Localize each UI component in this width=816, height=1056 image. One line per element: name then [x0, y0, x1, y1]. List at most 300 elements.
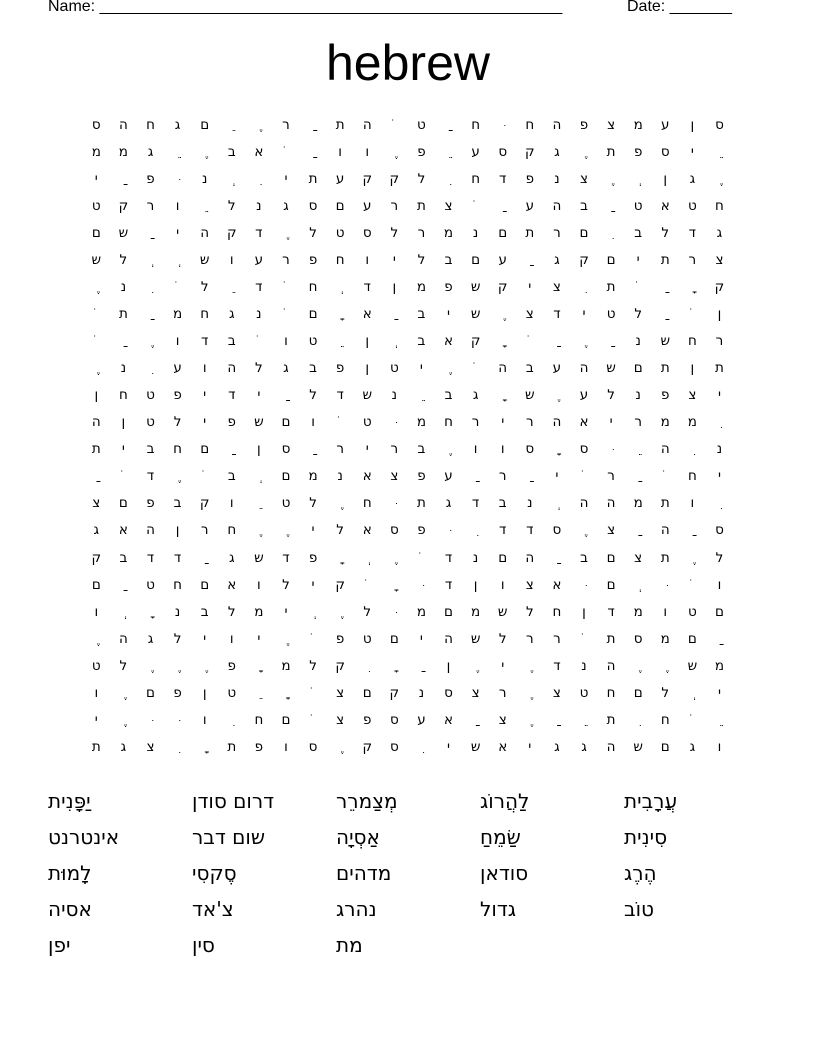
grid-cell: ו: [202, 711, 207, 728]
grid-cell: ח: [687, 333, 697, 350]
grid-cell: ָ: [256, 657, 261, 674]
grid-cell: ּ: [392, 495, 397, 512]
grid-cell: ל: [173, 414, 182, 431]
grid-cell: ם: [362, 684, 372, 701]
grid-cell: ֶ: [717, 171, 722, 188]
grid-cell: נ: [201, 171, 208, 188]
grid-cell: ט: [146, 387, 155, 404]
grid-cell: ט: [335, 225, 345, 242]
grid-cell: ר: [715, 333, 724, 350]
grid-cell: ֶ: [283, 630, 289, 647]
grid-cell: ל: [309, 225, 317, 242]
word-bank-item: הֶרֶג: [624, 861, 657, 885]
grid-cell: פ: [335, 360, 345, 377]
grid-cell: ַ: [283, 387, 289, 404]
word-column: [624, 783, 768, 963]
grid-cell: ס: [389, 738, 399, 755]
grid-cell: ֵ: [256, 684, 261, 701]
grid-cell: ד: [499, 522, 507, 539]
grid-cell: ל: [309, 495, 317, 512]
word-bank-item: סִינִית: [624, 825, 668, 849]
grid-cell: ב: [525, 360, 534, 377]
grid-cell: ר: [607, 468, 615, 485]
grid-cell: ו: [284, 333, 288, 350]
grid-cell: י: [311, 576, 315, 593]
grid-cell: ג: [472, 387, 479, 404]
grid-cell: ש: [525, 387, 535, 404]
grid-cell: ש: [254, 549, 264, 566]
grid-cell: ס: [389, 711, 399, 728]
grid-cell: צ: [390, 468, 399, 485]
grid-cell: פ: [444, 279, 453, 296]
grid-cell: נ: [174, 603, 181, 620]
grid-cell: ן: [690, 360, 695, 377]
grid-cell: י: [717, 684, 721, 701]
grid-cell: ֶ: [581, 144, 587, 161]
grid-cell: ח: [173, 441, 182, 458]
word-bank-item: טוֹב: [624, 897, 654, 921]
grid-cell: ר: [282, 117, 290, 133]
grid-cell: ש: [633, 738, 643, 755]
grid-cell: ֹ: [94, 333, 99, 350]
grid-cell: ס: [444, 684, 453, 701]
grid-cell: ר: [498, 684, 507, 701]
grid-cell: ם: [146, 684, 155, 701]
grid-cell: ִ: [690, 441, 695, 458]
grid-cell: ע: [498, 252, 507, 269]
grid-cell: ע: [444, 468, 453, 485]
grid-cell: נ: [120, 279, 127, 296]
grid-cell: ַ: [608, 198, 614, 215]
grid-cell: ֵ: [229, 117, 234, 133]
grid-cell: צ: [498, 711, 507, 728]
grid-cell: ה: [118, 630, 128, 647]
grid-cell: ר: [553, 630, 561, 647]
grid-cell: ר: [282, 252, 290, 269]
grid-cell: ט: [687, 603, 697, 620]
grid-cell: ֶ: [581, 522, 587, 539]
grid-cell: ע: [254, 252, 264, 269]
grid-cell: ֹ: [527, 333, 532, 350]
grid-cell: ם: [281, 711, 291, 728]
grid-cell: ן: [446, 657, 451, 674]
grid-cell: ו: [94, 684, 99, 701]
grid-cell: ל: [255, 360, 263, 377]
grid-cell: ֹ: [175, 279, 180, 296]
grid-cell: ק: [714, 279, 725, 296]
grid-cell: ש: [362, 387, 373, 404]
grid-cell: ַ: [446, 117, 451, 133]
grid-row: [82, 112, 733, 139]
grid-cell: ְ: [256, 468, 261, 485]
grid-cell: ק: [91, 549, 102, 566]
grid-cell: ס: [715, 522, 724, 539]
grid-cell: ְ: [175, 252, 180, 269]
date-field: Date: _______: [627, 0, 732, 15]
grid-cell: ֶ: [663, 657, 668, 674]
grid-cell: צ: [525, 306, 534, 323]
grid-cell: ה: [606, 495, 616, 512]
grid-cell: ח: [227, 522, 237, 539]
grid-cell: ג: [554, 252, 560, 269]
grid-cell: ח: [308, 279, 318, 296]
grid-cell: ג: [689, 171, 696, 188]
grid-cell: ד: [200, 333, 209, 350]
grid-cell: ָ: [337, 306, 343, 323]
grid-cell: י: [203, 630, 207, 647]
grid-cell: ל: [200, 279, 209, 296]
word-bank-item: אסיה: [48, 897, 92, 921]
grid-cell: י: [717, 468, 721, 485]
grid-cell: נ: [716, 441, 723, 458]
grid-cell: ב: [580, 549, 588, 566]
grid-cell: ת: [525, 225, 535, 242]
grid-cell: ח: [118, 387, 128, 404]
grid-cell: ֹ: [581, 630, 587, 647]
grid-cell: פ: [579, 117, 589, 133]
grid-cell: ח: [471, 117, 481, 133]
grid-cell: ּ: [446, 522, 451, 539]
grid-cell: ת: [308, 171, 318, 188]
grid-cell: ֵ: [229, 279, 234, 296]
grid-cell: ט: [281, 495, 291, 512]
grid-cell: י: [94, 171, 98, 188]
grid-cell: ב: [173, 495, 182, 512]
grid-cell: ה: [362, 117, 372, 133]
grid-cell: פ: [417, 522, 426, 539]
grid-cell: ע: [417, 711, 426, 728]
grid-row: [82, 193, 733, 220]
grid-cell: ג: [228, 306, 235, 323]
grid-cell: ְ: [148, 252, 153, 269]
grid-cell: פ: [363, 711, 372, 728]
grid-cell: ט: [227, 684, 237, 701]
grid-cell: א: [118, 522, 128, 539]
grid-cell: ל: [525, 603, 534, 620]
word-column: [336, 783, 480, 963]
grid-cell: ֹ: [581, 468, 587, 485]
grid-cell: ן: [365, 333, 370, 350]
grid-cell: ֶ: [283, 225, 289, 242]
grid-cell: פ: [227, 414, 236, 431]
word-column: [480, 783, 624, 963]
grid-cell: צ: [634, 549, 643, 566]
grid-cell: ב: [309, 360, 317, 377]
grid-cell: ן: [257, 441, 261, 458]
grid-cell: ַ: [148, 225, 153, 242]
grid-cell: ם: [498, 549, 508, 566]
word-bank-item: לָמוּת: [48, 861, 92, 885]
grid-cell: ַ: [500, 198, 505, 215]
grid-cell: ד: [553, 306, 561, 323]
grid-cell: ַ: [121, 171, 126, 188]
grid-cell: ם: [200, 441, 210, 458]
grid-cell: ה: [91, 414, 101, 431]
grid-cell: פ: [173, 684, 182, 701]
grid-cell: ִ: [148, 279, 153, 296]
grid-cell: ו: [338, 144, 342, 161]
grid-cell: ר: [525, 414, 534, 431]
grid-cell: ד: [444, 549, 453, 566]
grid-cell: ג: [283, 360, 289, 377]
grid-cell: י: [717, 387, 721, 404]
grid-cell: א: [444, 711, 454, 728]
grid-cell: ח: [660, 711, 670, 728]
grid-cell: נ: [418, 684, 425, 701]
grid-cell: ֹ: [473, 198, 478, 215]
grid-cell: צ: [146, 738, 155, 755]
grid-cell: נ: [256, 306, 262, 323]
grid-cell: ק: [199, 495, 210, 512]
grid-cell: ס: [308, 198, 318, 215]
grid-cell: י: [203, 414, 207, 431]
grid-cell: ּ: [175, 711, 180, 728]
grid-cell: א: [362, 522, 372, 539]
grid-row: [82, 517, 733, 544]
grid-cell: ח: [687, 468, 697, 485]
grid-cell: ְ: [365, 549, 370, 566]
grid-cell: י: [555, 468, 559, 485]
grid-cell: ס: [281, 441, 291, 458]
grid-cell: ק: [335, 576, 345, 593]
grid-cell: ֹ: [283, 144, 289, 161]
grid-cell: ט: [91, 198, 101, 215]
grid-cell: ה: [606, 738, 616, 755]
grid-cell: ב: [200, 603, 209, 620]
grid-cell: מ: [687, 414, 697, 431]
grid-cell: ת: [660, 252, 670, 269]
grid-cell: פ: [525, 171, 535, 188]
grid-cell: י: [257, 387, 261, 404]
grid-cell: צ: [607, 522, 616, 539]
grid-cell: ם: [633, 684, 643, 701]
grid-cell: ם: [308, 306, 318, 323]
grid-cell: פ: [146, 495, 155, 512]
grid-row: [82, 247, 733, 274]
grid-cell: ח: [200, 306, 210, 323]
grid-row: [82, 436, 733, 463]
grid-cell: ו: [500, 576, 505, 593]
grid-cell: ֶ: [636, 657, 641, 674]
grid-cell: ֵ: [717, 711, 722, 728]
grid-cell: ּ: [419, 576, 424, 593]
grid-cell: א: [660, 198, 670, 215]
grid-cell: ֹ: [94, 306, 99, 323]
grid-row: [82, 680, 733, 707]
grid-cell: ש: [199, 252, 210, 269]
grid-cell: ר: [553, 225, 561, 242]
grid-cell: ס: [389, 522, 399, 539]
grid-row: [82, 382, 733, 409]
grid-cell: א: [552, 576, 562, 593]
grid-row: [82, 463, 733, 490]
grid-cell: ס: [715, 117, 724, 133]
page-title: hebrew: [326, 35, 490, 91]
grid-cell: ל: [173, 630, 182, 647]
grid-cell: ס: [308, 738, 318, 755]
grid-cell: ח: [525, 117, 535, 133]
grid-cell: י: [257, 630, 261, 647]
grid-cell: י: [447, 738, 451, 755]
grid-cell: צ: [336, 711, 345, 728]
grid-cell: ם: [660, 738, 670, 755]
grid-cell: ד: [255, 279, 263, 296]
grid-cell: ֹ: [283, 306, 289, 323]
grid-cell: מ: [660, 630, 670, 647]
grid-cell: ד: [688, 225, 697, 242]
grid-cell: ִ: [419, 738, 424, 755]
grid-cell: ַ: [554, 549, 560, 566]
grid-cell: ח: [173, 576, 182, 593]
grid-cell: ֵ: [717, 144, 722, 161]
grid-row: [82, 599, 733, 626]
grid-cell: ִ: [229, 711, 234, 728]
grid-cell: ס: [660, 144, 670, 161]
grid-cell: ֶ: [94, 279, 99, 296]
grid-cell: ט: [146, 576, 155, 593]
grid-cell: ְ: [229, 171, 234, 188]
grid-cell: ִ: [446, 171, 451, 188]
grid-cell: ט: [362, 414, 372, 431]
grid-cell: ֹ: [690, 576, 695, 593]
grid-cell: ה: [498, 360, 508, 377]
grid-cell: ר: [146, 198, 155, 215]
grid-cell: ש: [660, 333, 671, 350]
grid-cell: ם: [91, 225, 101, 242]
grid-cell: ַ: [392, 306, 397, 323]
grid-cell: ֶ: [446, 360, 451, 377]
grid-cell: ג: [174, 117, 181, 133]
grid-cell: מ: [416, 279, 426, 296]
word-bank-item: יַפָּנִית: [48, 789, 91, 813]
grid-cell: ט: [417, 117, 426, 133]
grid-cell: ש: [470, 279, 481, 296]
grid-cell: ט: [146, 414, 155, 431]
grid-cell: צ: [444, 198, 453, 215]
grid-cell: ַ: [229, 441, 234, 458]
grid-cell: ב: [227, 468, 236, 485]
grid-cell: ג: [147, 630, 154, 647]
grid-cell: ֹ: [392, 117, 397, 133]
grid-cell: ּ: [663, 576, 668, 593]
grid-cell: ב: [417, 333, 426, 350]
grid-cell: ן: [582, 603, 586, 620]
grid-cell: ק: [335, 657, 345, 674]
grid-cell: א: [254, 144, 264, 161]
grid-cell: ּ: [608, 441, 614, 458]
grid-cell: ַ: [717, 630, 722, 647]
grid-cell: ט: [91, 657, 101, 674]
grid-cell: ד: [444, 576, 453, 593]
grid-cell: ְ: [636, 171, 641, 188]
grid-cell: ן: [717, 306, 722, 323]
grid-cell: ֹ: [690, 306, 695, 323]
grid-cell: ק: [579, 252, 589, 269]
grid-cell: ֶ: [473, 657, 478, 674]
grid-cell: ע: [579, 387, 589, 404]
grid-cell: ר: [634, 414, 642, 431]
grid-cell: ֹ: [202, 468, 207, 485]
grid-cell: ה: [444, 630, 453, 647]
grid-cell: ָ: [283, 684, 289, 701]
grid-cell: ִ: [256, 171, 261, 188]
grid-cell: ל: [661, 684, 670, 701]
grid-cell: פ: [308, 549, 318, 566]
grid-cell: ט: [633, 198, 643, 215]
grid-cell: ן: [473, 576, 478, 593]
grid-cell: ָ: [500, 387, 505, 404]
grid-cell: ד: [146, 468, 155, 485]
grid-cell: ס: [362, 225, 372, 242]
grid-cell: ם: [200, 117, 210, 133]
grid-cell: צ: [471, 684, 480, 701]
grid-cell: ִ: [581, 279, 587, 296]
grid-cell: ת: [91, 441, 101, 458]
grid-cell: ו: [175, 198, 180, 215]
grid-cell: ְ: [690, 684, 695, 701]
word-column: [48, 783, 192, 963]
grid-cell: ב: [580, 198, 588, 215]
grid-cell: ו: [690, 495, 695, 512]
word-bank-item: מדהים: [336, 861, 392, 885]
word-column: [192, 783, 336, 963]
grid-cell: ֵ: [175, 144, 180, 161]
grid-cell: י: [690, 144, 694, 161]
grid-cell: ְ: [636, 576, 641, 593]
grid-cell: מ: [118, 144, 128, 161]
grid-cell: ת: [606, 630, 616, 647]
grid-cell: ק: [389, 171, 400, 188]
grid-cell: ם: [335, 198, 345, 215]
grid-cell: ֶ: [121, 711, 126, 728]
grid-cell: מ: [633, 603, 643, 620]
grid-cell: ג: [554, 144, 560, 161]
grid-cell: נ: [554, 171, 560, 188]
grid-cell: ן: [690, 117, 695, 133]
grid-cell: ה: [146, 522, 155, 539]
grid-cell: ב: [227, 333, 236, 350]
grid-cell: ַ: [94, 468, 99, 485]
grid-cell: ם: [579, 225, 589, 242]
grid-cell: צ: [92, 495, 101, 512]
grid-cell: י: [284, 171, 288, 188]
grid-cell: ק: [470, 333, 481, 350]
grid-cell: י: [447, 306, 451, 323]
grid-cell: ש: [91, 252, 102, 269]
grid-cell: ַ: [310, 117, 316, 133]
word-bank-item: מְצַמרֵר: [336, 789, 398, 813]
grid-cell: ֶ: [175, 657, 180, 674]
grid-row: [82, 328, 733, 355]
grid-cell: ר: [471, 414, 480, 431]
grid-cell: ל: [119, 657, 128, 674]
grid-cell: ח: [471, 171, 481, 188]
grid-cell: נ: [472, 225, 479, 242]
grid-cell: ס: [552, 522, 562, 539]
grid-cell: ֶ: [337, 738, 343, 755]
grid-cell: ֹ: [310, 684, 316, 701]
grid-cell: ל: [417, 252, 426, 269]
grid-cell: נ: [337, 468, 343, 485]
grid-cell: ה: [552, 198, 562, 215]
grid-cell: ם: [714, 603, 724, 620]
grid-cell: מ: [308, 468, 318, 485]
grid-cell: ן: [365, 360, 370, 377]
grid-cell: מ: [416, 603, 426, 620]
grid-cell: ם: [389, 630, 399, 647]
grid-row: [82, 734, 733, 761]
grid-cell: ד: [173, 549, 182, 566]
